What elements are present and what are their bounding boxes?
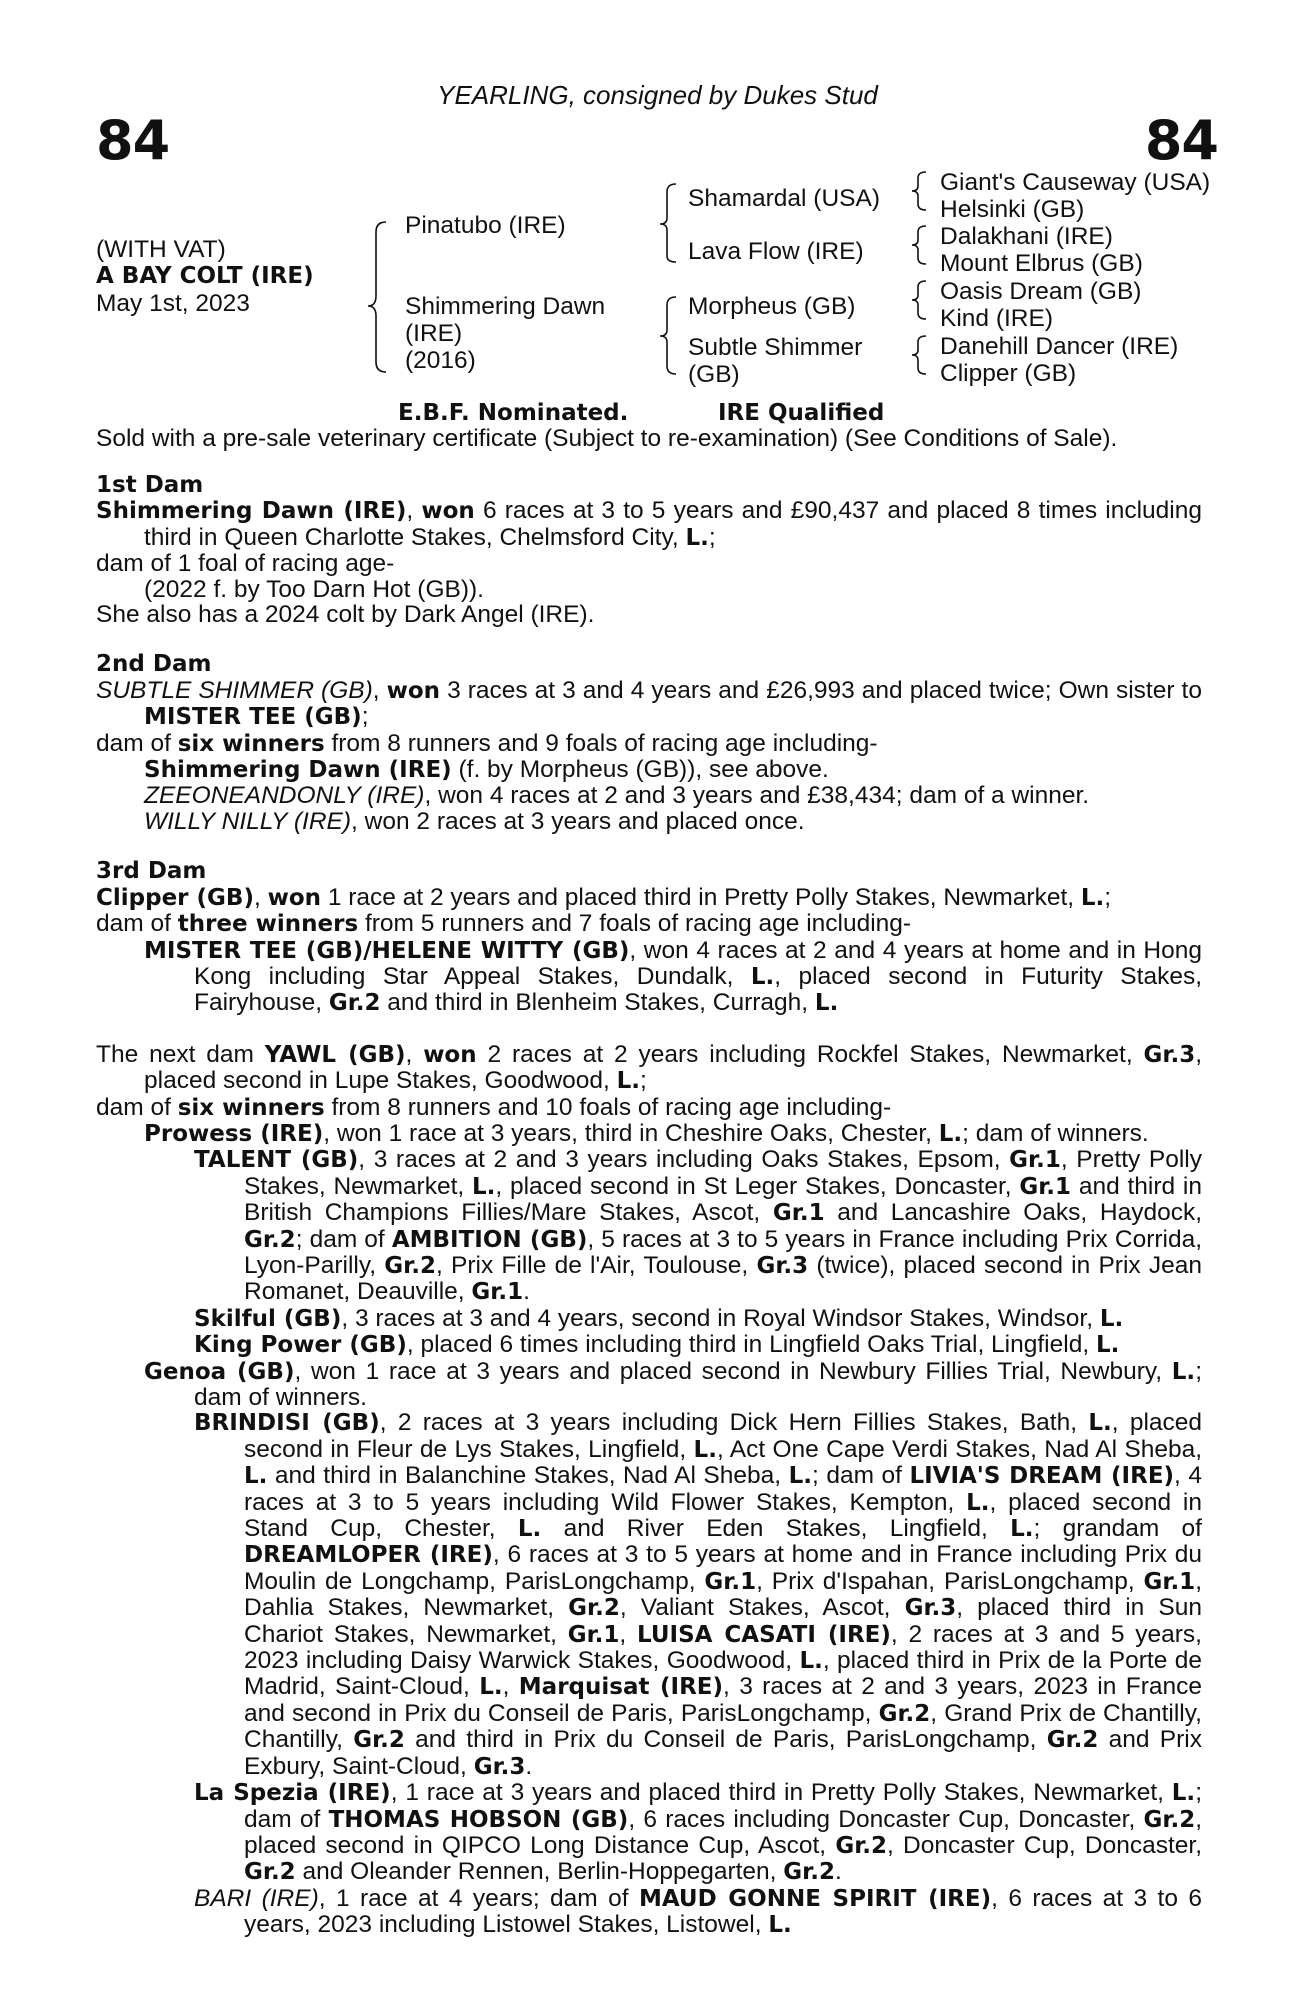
fourth-gen-3: Dalakhani (IRE) — [940, 223, 1113, 250]
dam-sire-name: Morpheus (GB) — [688, 293, 856, 320]
second-dam-heading: 2nd Dam — [96, 651, 212, 678]
second-dam-record: SUBTLE SHIMMER (GB), won 3 races at 3 and 4 years and £26,993 and placed twice; Own sister to MISTER TEE (GB); — [96, 676, 1202, 731]
fourth-gen-6: Kind (IRE) — [940, 305, 1054, 332]
prowess-entry: Prowess (IRE), won 1 race at 3 years, third in Cheshire Oaks, Chester, L.; dam of winners. — [144, 1119, 1149, 1147]
sire-sire-name: Shamardal (USA) — [688, 185, 880, 212]
fourth-gen-4: Mount Elbrus (GB) — [940, 250, 1143, 277]
brindisi-entry: BRINDISI (GB), 2 races at 3 years including Dick Hern Fillies Stakes, Bath, L., placed second in Fleur de Lys Stakes, Lingfield, L., Act One Cape Verdi Stakes, Nad Al Sheba, L. and third in Balanchine Stakes, Nad Al Sheba, L.; dam of LIVIA'S DREAM (IRE), 4 races at 3 to 5 years including Wild Flower Stakes, Kempton, L., placed second in Stand Cup, Chester, L. and River Eden Stakes, Lingfield, L.; grandam of DREAMLOPER (IRE), 6 races at 3 to 5 years at home and in France including Prix du Moulin de Longchamp, ParisLongchamp, Gr.1, Prix d'Ispahan, ParisLongchamp, Gr.1, Dahlia Stakes, Newmarket, Gr.2, Valiant Stakes, Ascot, Gr.3, placed third in Sun Chariot Stakes, Newmarket, Gr.1, LUISA CASATI (IRE), 2 races at 3 and 5 years, 2023 including Daisy Warwick Stakes, Goodwood, L., placed third in Prix de la Porte de Madrid, Saint-Cloud, L., Marquisat (IRE), 3 races at 2 and 3 years, 2023 in France and second in Prix du Conseil de Paris, ParisLongchamp, Gr.2, Grand Prix de Chantilly, Chantilly, Gr.2 and third in Prix du Conseil de Paris, ParisLongchamp, Gr.2 and Prix Exbury, Saint-Cloud, Gr.3. — [194, 1409, 1203, 1780]
fourth-gen-8: Clipper (GB) — [940, 360, 1077, 387]
dam-dam-name: Subtle Shimmer (GB) — [688, 334, 863, 388]
foaling-date: May 1st, 2023 — [96, 290, 250, 317]
catalogue-subtitle: YEARLING, consigned by Dukes Stud — [437, 80, 878, 110]
la-spezia-entry: La Spezia (IRE), 1 race at 3 years and placed third in Pretty Polly Stakes, Newmarket, L.; dam of THOMAS HOBSON (GB), 6 races including Doncaster Cup, Doncaster, Gr.2, placed second in QIPCO Long Distance Cup, Ascot, Gr.2, Doncaster Cup, Doncaster, Gr.2 and Oleander Rennen, Berlin-Hoppegarten, Gr.2. — [194, 1779, 1203, 1886]
third-dam-record: Clipper (GB), won 1 race at 2 years and placed third in Pretty Polly Stakes, Newmarket, L.; — [96, 883, 1112, 911]
first-dam-heading: 1st Dam — [96, 472, 204, 498]
sire-dam-name: Lava Flow (IRE) — [688, 238, 864, 265]
fourth-gen-5: Oasis Dream (GB) — [940, 278, 1142, 305]
next-dam-produce-summary: dam of six winners from 8 runners and 10 foals of racing age including- — [96, 1093, 892, 1121]
bari-entry: BARI (IRE), 1 race at 4 years; dam of MAUD GONNE SPIRIT (IRE), 6 races at 3 to 6 years, 2023 including Listowel Stakes, Listowel, L. — [194, 1884, 1202, 1939]
third-dam-produce-summary: dam of three winners from 5 runners and 7 foals of racing age including- — [96, 910, 912, 938]
second-dam-produce-2: ZEEONEANDONLY (IRE), won 4 races at 2 and 3 years and £38,434; dam of a winner. — [144, 782, 1090, 810]
genoa-entry: Genoa (GB), won 1 race at 3 years and placed second in Newbury Fillies Trial, Newbury, L.; dam of winners. — [144, 1357, 1202, 1411]
vat-note: (WITH VAT) — [96, 236, 226, 263]
fourth-gen-7: Danehill Dancer (IRE) — [940, 333, 1179, 360]
lot-number-right: 84 — [1144, 109, 1218, 172]
first-dam-also: She also has a 2024 colt by Dark Angel (IRE). — [96, 601, 595, 629]
first-dam-foal: (2022 f. by Too Darn Hot (GB)). — [144, 575, 484, 603]
ebf-nominated: E.B.F. Nominated. — [398, 400, 629, 426]
fourth-gen-2: Helsinki (GB) — [940, 196, 1085, 223]
first-dam-record: Shimmering Dawn (IRE), won 6 races at 3 to 5 years and £90,437 and placed 8 times including third in Queen Charlotte Stakes, Chelmsford City, L.; — [96, 497, 1202, 551]
ire-qualified: IRE Qualified — [718, 400, 885, 426]
lot-number-left: 84 — [96, 109, 170, 172]
horse-name: A BAY COLT (IRE) — [96, 263, 314, 289]
third-dam-produce-1: MISTER TEE (GB)/HELENE WITTY (GB), won 4 races at 2 and 4 years at home and in Hong Kong including Star Appeal Stakes, Dundalk, L., placed second in Futurity Stakes, Fairyhouse, Gr.2 and third in Blenheim Stakes, Curragh, L. — [144, 936, 1203, 1017]
second-dam-produce-1: Shimmering Dawn (IRE) (f. by Morpheus (GB)), see above. — [144, 756, 829, 784]
fourth-gen-1: Giant's Causeway (USA) — [940, 169, 1211, 196]
skilful-entry: Skilful (GB), 3 races at 3 and 4 years, second in Royal Windsor Stakes, Windsor, L. — [194, 1304, 1124, 1332]
catalogue-body — [96, 473, 1202, 1939]
vet-certificate-note: Sold with a pre-sale veterinary certificate (Subject to re-examination) (See Conditions of Sale). — [96, 425, 1118, 452]
second-dam-produce-summary: dam of six winners from 8 runners and 9 foals of racing age including- — [96, 729, 878, 757]
sire-name: Pinatubo (IRE) — [405, 212, 566, 239]
dam-name: Shimmering Dawn (IRE) (2016) — [405, 293, 606, 374]
third-dam-heading: 3rd Dam — [96, 858, 207, 885]
first-dam-produce-summary: dam of 1 foal of racing age- — [96, 550, 395, 578]
second-dam-produce-3: WILLY NILLY (IRE), won 2 races at 3 years and placed once. — [144, 807, 805, 835]
talent-entry: TALENT (GB), 3 races at 2 and 3 years including Oaks Stakes, Epsom, Gr.1, Pretty Polly Stakes, Newmarket, L., placed second in St Leger Stakes, Doncaster, Gr.1 and third in British Champions Fillies/Mare Stakes, Ascot, Gr.1 and Lancashire Oaks, Haydock, Gr.2; dam of AMBITION (GB), 5 races at 3 to 5 years in France including Prix Corrida, Lyon-Parilly, Gr.2, Prix Fille de l'Air, Toulouse, Gr.3 (twice), placed second in Prix Jean Romanet, Deauville, Gr.1. — [194, 1146, 1203, 1306]
king-power-entry: King Power (GB), placed 6 times including third in Lingfield Oaks Trial, Lingfield, L. — [194, 1331, 1120, 1359]
next-dam-record: The next dam YAWL (GB), won 2 races at 2 years including Rockfel Stakes, Newmarket, Gr.3, placed second in Lupe Stakes, Goodwood, L.; — [96, 1040, 1203, 1095]
